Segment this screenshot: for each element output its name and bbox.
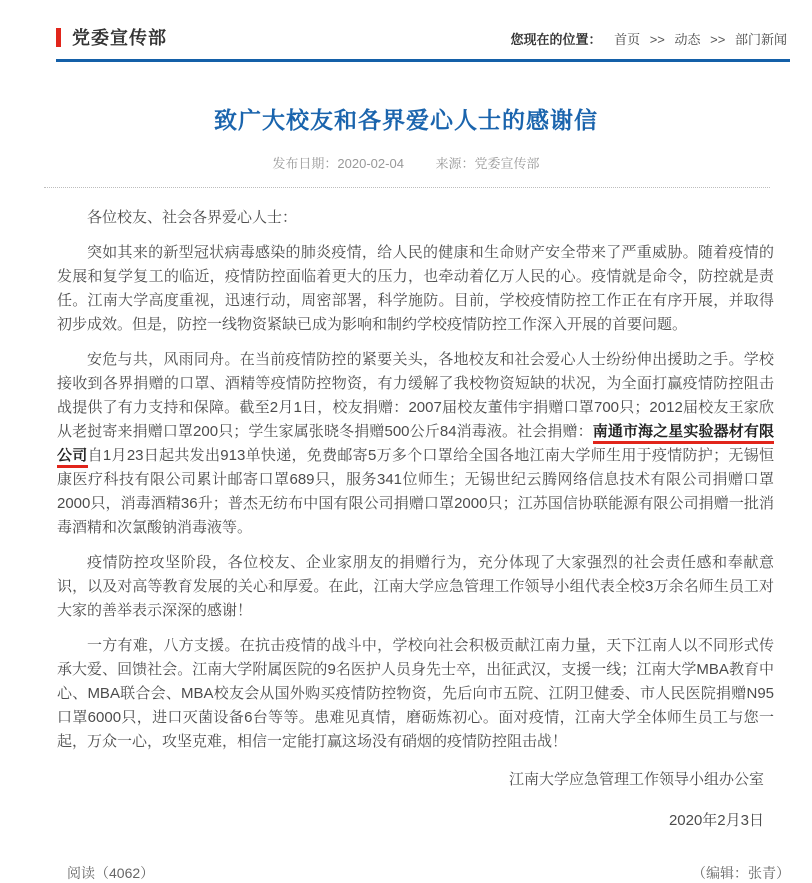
- breadcrumb-link-department-news[interactable]: 部门新闻: [734, 32, 787, 47]
- paragraph-donations: [57, 348, 774, 540]
- department-heading: [56, 24, 167, 50]
- breadcrumb: [510, 29, 790, 50]
- breadcrumb-link-home[interactable]: 首页: [614, 32, 641, 47]
- paragraph-support: 一方有难，八方支援。在抗击疫情的战斗中，学校向社会积极贡献江南力量，天下江南人以不同形式传承大爱、回馈社会。江南大学附属医院的9名医护人员身先士卒，出征武汉，支援一线；江南大学MBA教育中心、MBA联合会、MBA校友会从国外购买疫情防控物资，先后向市五院、江阴卫健委、市人民医院捐赠N95口罩6000只，进口灭菌设备6台等等。患难见真情，磨砺炼初心。面对疫情，江南大学全体师生员工与您一起，万众一心，攻坚克难，相信一定能打赢这场没有硝烟的疫情防控阻击战！: [57, 637, 774, 750]
- donation-text-before: 安危与共，风雨同舟。在当前疫情防控的紧要关头，各地校友和社会爱心人士纷纷伸出援助之手。学校接收到各界捐赠的口罩、酒精等疫情防控物资，有力缓解了我校物资短缺的状况，为全面打赢疫情防控阻击战提供了有力支持和保障。截至2月1日，校友捐赠：2007届校友董伟宇捐赠口罩700只；2012届校友王家欣从老挝寄来捐赠口罩200只；学生家属张晓冬捐赠500公斤84消毒液。社会捐赠：: [57, 351, 774, 440]
- salutation: 各位校友、社会各界爱心人士：: [87, 209, 298, 226]
- article-meta: [0, 153, 812, 172]
- breadcrumb-separator: >>: [649, 32, 665, 47]
- page-header: [56, 24, 790, 62]
- editor-credit: （编辑：张青）: [692, 865, 790, 881]
- publish-date: 发布日期：2020-02-04: [272, 156, 404, 171]
- dotted-divider: [44, 187, 770, 188]
- article: [0, 102, 812, 883]
- department-name: 党委宣传部: [72, 28, 167, 48]
- article-title: 致广大校友和各界爱心人士的感谢信: [214, 107, 598, 133]
- red-accent-bar-icon: [56, 28, 61, 47]
- article-footer: [67, 863, 790, 883]
- breadcrumb-separator: >>: [710, 32, 726, 47]
- read-count: 阅读（4062）: [67, 865, 155, 881]
- company-highlight-annotation: 南通市海之星实验器材有限公司: [57, 423, 774, 468]
- paragraph-thanks: 疫情防控攻坚阶段，各位校友、企业家朋友的捐赠行为，充分体现了大家强烈的社会责任感和奉献意识，以及对高等教育发展的关心和厚爱。在此，江南大学应急管理工作领导小组代表全校3万余名师生员工对大家的善举表示深深的感谢！: [57, 554, 774, 619]
- paragraph-epidemic-threat: 突如其来的新型冠状病毒感染的肺炎疫情，给人民的健康和生命财产安全带来了严重威胁。随着疫情的发展和复学复工的临近，疫情防控面临着更大的压力，也牵动着亿万人民的心。疫情就是命令，防控就是责任。江南大学高度重视，迅速行动，周密部署，科学施防。目前，学校疫情防控工作正在有序开展，并取得初步成效。但是，防控一线物资紧缺已成为影响和制约学校疫情防控工作深入开展的首要问题。: [57, 244, 774, 333]
- signature-date: 2020年2月3日: [668, 812, 764, 829]
- breadcrumb-link-news[interactable]: 动态: [674, 32, 701, 47]
- article-body: [57, 206, 774, 833]
- breadcrumb-label: 您现在的位置：: [510, 32, 602, 47]
- signature-office: 江南大学应急管理工作领导小组办公室: [508, 771, 764, 788]
- donation-text-after: 自1月23日起共发出913单快递，免费邮寄5万多个口罩给全国各地江南大学师生用于疫情防护；无锡恒康医疗科技有限公司累计邮寄口罩689只，服务341位师生；无锡世纪云腾网络信息技术有限公司捐赠口罩2000只，消毒酒精36升；普杰无纺布中国有限公司捐赠口罩2000只；江苏国信协联能源有限公司捐赠一批消毒酒精和次氯酸钠消毒液等。: [57, 447, 774, 536]
- article-source: 来源：党委宣传部: [435, 156, 540, 171]
